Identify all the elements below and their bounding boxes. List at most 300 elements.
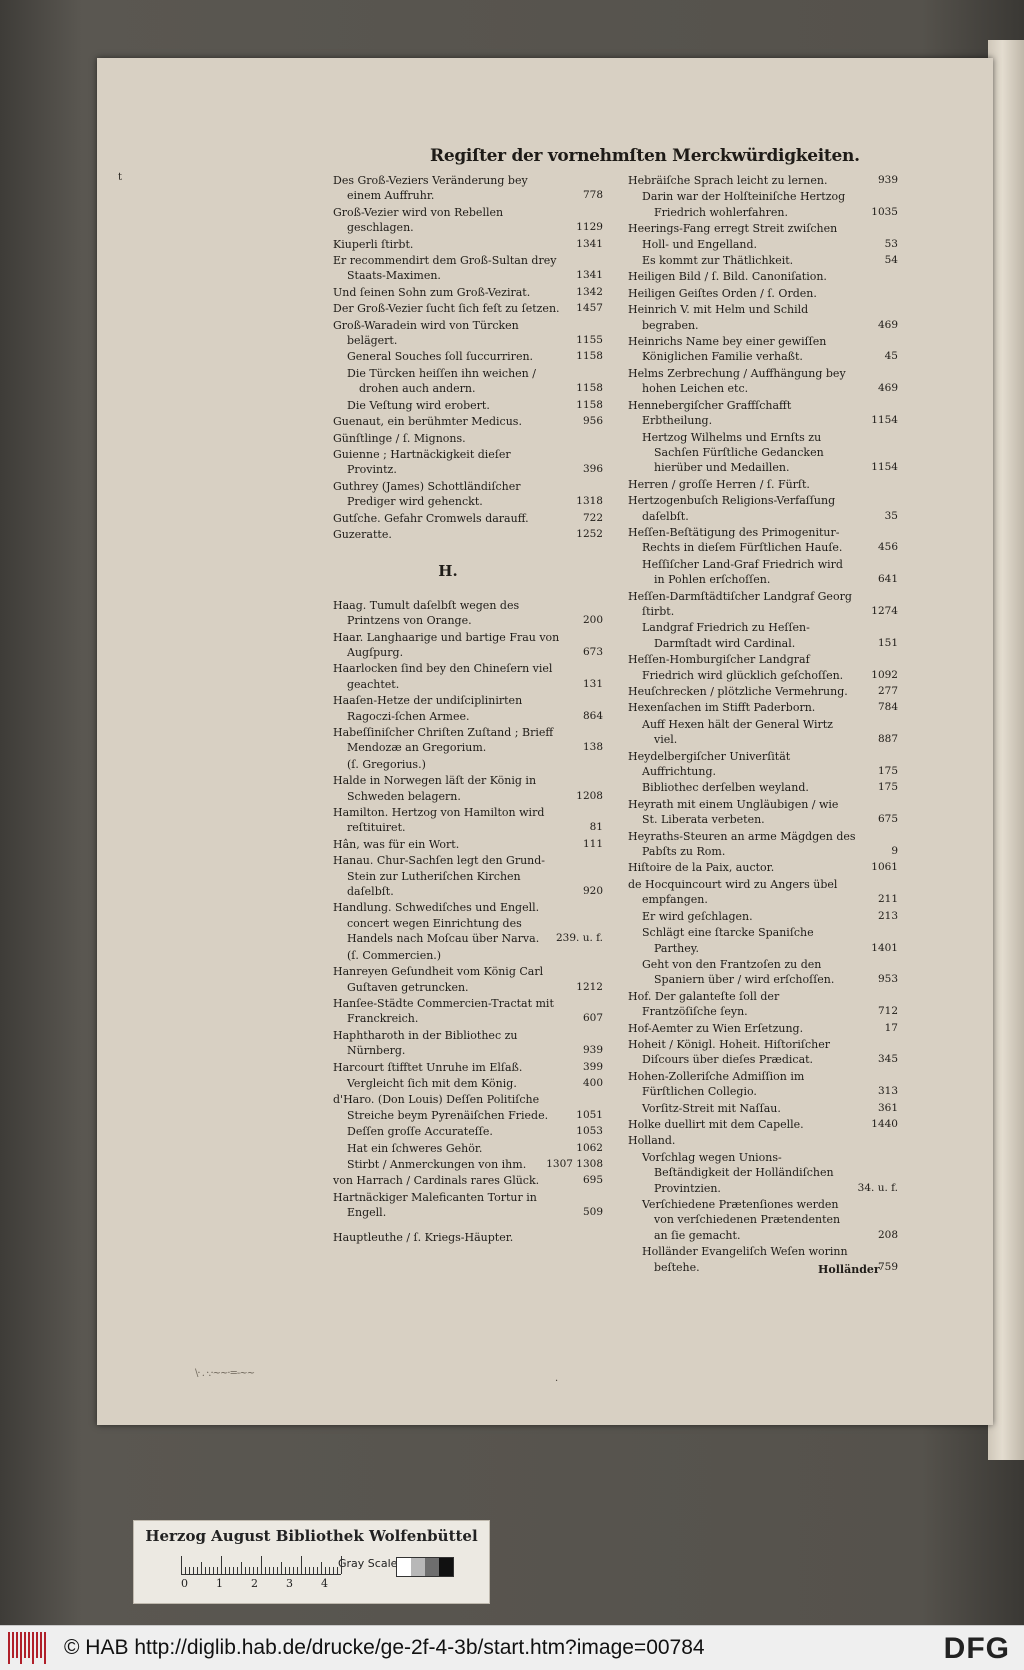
index-entry-page: 81 — [589, 821, 603, 834]
ruler-tick — [317, 1567, 318, 1574]
index-entry-page: 784 — [877, 701, 898, 714]
index-entry-page: 400 — [582, 1076, 603, 1089]
index-entry — [628, 780, 898, 795]
index-entry-page: 399 — [582, 1060, 603, 1073]
index-entry-text: Heſſiſcher Land-Graf Friedrich wird in Pohlen erſchoſſen. — [642, 557, 843, 587]
index-entry-page: 1154 — [871, 414, 898, 427]
index-entry-text: Günſtlinge / ſ. Mignons. — [333, 431, 466, 445]
index-entry-text: Herren / groſſe Herren / ſ. Fürſt. — [628, 477, 810, 491]
index-entry-text: Halde in Norwegen läſt der König in Schweden belagern. — [333, 774, 537, 803]
barcode-bar — [12, 1632, 14, 1658]
index-entry-page: 361 — [877, 1101, 898, 1114]
ruler-tick — [245, 1567, 246, 1574]
index-entry-text: Hof-Aemter zu Wien Erſetzung. — [628, 1021, 804, 1035]
ruler-tick — [189, 1567, 190, 1574]
index-entry — [333, 1092, 603, 1123]
gray-scale-label: Gray Scale — [338, 1557, 398, 1570]
index-entry-page: 1440 — [871, 1117, 898, 1130]
index-entry — [628, 1021, 898, 1036]
entry-gap — [333, 1222, 603, 1230]
ruler-tick — [273, 1567, 274, 1574]
index-entry — [333, 996, 603, 1027]
index-entry — [628, 717, 898, 748]
index-entry-text: Deſſen groſſe Accurateſſe. — [347, 1125, 493, 1139]
index-entry-page: 1051 — [576, 1108, 603, 1121]
ruler-tick — [225, 1567, 226, 1574]
index-entry — [628, 1197, 898, 1243]
index-entry-page: 111 — [582, 837, 603, 850]
index-entry-page: 35 — [884, 509, 898, 522]
index-entry — [333, 598, 603, 629]
index-entry-page: 208 — [877, 1228, 898, 1241]
index-entry — [628, 797, 898, 828]
index-entry-text: Hof. Der galanteſte ſoll der Frantzöſiſche ſeyn. — [628, 989, 780, 1019]
index-entry-page: 17 — [884, 1021, 898, 1034]
index-entry-page: 151 — [877, 636, 898, 649]
index-entry-page: 1274 — [871, 604, 898, 617]
ruler-tick — [197, 1567, 198, 1574]
index-entry-text: Heinrich V. mit Helm und Schild begraben. — [628, 303, 809, 332]
index-entry-page: 1212 — [576, 980, 603, 993]
index-entry-text: (ſ. Commercien.) — [347, 948, 442, 962]
index-entry — [333, 725, 603, 756]
index-entry — [333, 757, 603, 772]
ruler-tick — [249, 1567, 250, 1574]
index-entry — [333, 630, 603, 661]
index-entry — [628, 173, 898, 188]
index-entry-page: 607 — [582, 1012, 603, 1025]
index-entry-page: 920 — [582, 885, 603, 898]
ruler-tick — [181, 1556, 182, 1574]
index-entry-page: 1342 — [576, 285, 603, 298]
index-entry-text: Guthrey (James) Schottländiſcher Prediger wird gehenckt. — [333, 479, 521, 509]
index-entry — [333, 805, 603, 836]
index-entry-page: 456 — [877, 541, 898, 554]
index-entry — [333, 301, 603, 316]
index-entry-text: d'Haro. (Don Louis) Deſſen Politiſche Streiche beym Pyrenäiſchen Friede. — [333, 1093, 549, 1122]
index-entry — [628, 189, 898, 220]
index-entry — [333, 1060, 603, 1075]
index-entry-page: 1155 — [576, 334, 603, 347]
index-entry-page: 953 — [877, 973, 898, 986]
index-entry-text: Heſſen-Homburgiſcher Landgraf Friedrich wird glücklich geſchoſſen. — [628, 653, 844, 682]
index-entry — [628, 589, 898, 620]
index-entry — [628, 749, 898, 780]
index-entry-page: 469 — [877, 318, 898, 331]
index-entry-page: 131 — [582, 677, 603, 690]
index-entry — [333, 349, 603, 364]
index-entry-page: 1457 — [576, 302, 603, 315]
index-entry-text: Hanſee-Städte Commercien-Tractat mit Franckreich. — [333, 996, 554, 1026]
ruler-tick — [221, 1556, 222, 1574]
index-entry — [333, 205, 603, 236]
index-entry — [628, 989, 898, 1020]
index-entry-text: Hertzog Wilhelms und Ernſts zu Sachſen Fürſtliche Gedancken hierüber und Medaillen. — [642, 430, 824, 475]
index-entry-page: 712 — [877, 1005, 898, 1018]
index-entry-page: 1307 1308 — [546, 1157, 603, 1170]
index-entry-text: Hanau. Chur-Sachſen legt den Grund-Stein zur Lutheriſchen Kirchen daſelbſt. — [333, 854, 546, 899]
index-entry-text: Auff Hexen hält der General Wirtz viel. — [642, 717, 833, 747]
index-entry — [628, 557, 898, 588]
ruler-tick — [265, 1567, 266, 1574]
index-entry-page: 1318 — [576, 495, 603, 508]
index-entry-page: 1252 — [576, 527, 603, 540]
index-entry-text: Holländer Evangeliſch Weſen worinn beſtehe. — [642, 1245, 848, 1274]
page-header: Regiſter der vornehmſten Merckwürdigkeiten. — [430, 146, 860, 166]
index-entry-text: Es kommt zur Thätlichkeit. — [642, 254, 794, 268]
index-entry — [628, 525, 898, 556]
ruler-tick — [205, 1567, 206, 1574]
index-entry-page: 939 — [877, 174, 898, 186]
ruler-number: 4 — [321, 1577, 328, 1590]
gray-scale-swatch — [396, 1557, 454, 1577]
index-entry-page: 1158 — [576, 382, 603, 395]
index-entry-text: Heuſchrecken / plötzliche Vermehrung. — [628, 685, 848, 698]
footer-bar — [0, 1625, 1024, 1670]
index-entry — [333, 511, 603, 526]
index-entry-text: Schlägt eine ſtarcke Spaniſche Parthey. — [642, 926, 814, 955]
index-entry — [628, 493, 898, 524]
index-entry-text: Hertzogenbuſch Religions-Verfaſſung daſelbſt. — [628, 494, 836, 523]
facing-page-edge — [988, 40, 1024, 1460]
index-entry-page: 695 — [582, 1174, 603, 1187]
index-entry-text: Heydelbergiſcher Univerſität Auffrichtung. — [628, 749, 791, 779]
index-entry-text: Heinrichs Name bey einer gewiſſen Königlichen Familie verhaßt. — [628, 335, 827, 364]
index-entry-page: 175 — [877, 781, 898, 794]
index-entry-page: 887 — [877, 733, 898, 746]
barcode-bar — [40, 1632, 42, 1658]
index-entry-text: Hân, was für ein Wort. — [333, 837, 460, 851]
index-entry — [333, 318, 603, 349]
index-entry-text: Harcourt ſtifftet Unruhe im Elſaß. — [333, 1060, 523, 1074]
index-entry-page: 469 — [877, 382, 898, 395]
ruler-scale — [181, 1554, 341, 1575]
index-entry — [333, 837, 603, 852]
index-entry — [628, 302, 898, 333]
ruler-number: 2 — [251, 1577, 258, 1590]
index-entry-text: Hanreyen Geſundheit vom König Carl Guſtaven getruncken. — [333, 965, 544, 994]
ruler-tick — [313, 1567, 314, 1574]
index-entry-page: 239. u. f. — [555, 932, 603, 945]
index-entry-page: 939 — [582, 1044, 603, 1057]
index-entry — [628, 398, 898, 429]
index-entry — [628, 221, 898, 252]
index-entry-text: Darin war der Holſteiniſche Hertzog Friedrich wohlerfahren. — [642, 190, 846, 219]
ruler-tick — [321, 1562, 322, 1574]
index-entry-page: 211 — [877, 893, 898, 906]
index-entry — [333, 398, 603, 413]
ruler-tick — [233, 1567, 234, 1574]
index-entry-text: Hiſtoire de la Paix, auctor. — [628, 861, 775, 875]
index-entry — [628, 700, 898, 715]
index-entry-page: 722 — [582, 511, 603, 524]
index-entry-page: 1061 — [871, 861, 898, 874]
index-entry-page: 1401 — [871, 941, 898, 954]
index-entry — [333, 1124, 603, 1139]
index-entry-text: Bibliothec derſelben weyland. — [642, 781, 809, 795]
index-entry-text: Er wird geſchlagen. — [642, 909, 753, 923]
index-entry-text: (ſ. Gregorius.) — [347, 757, 426, 771]
index-entry-text: Haar. Langhaarige und bartige Frau von Augſpurg. — [333, 630, 560, 659]
index-entry-text: Heyrath mit einem Ungläubigen / wie St. Liberata verbeten. — [628, 797, 839, 827]
ruler-number: 1 — [216, 1577, 223, 1590]
index-entry — [628, 430, 898, 476]
index-entry-text: General Souches ſoll ſuccurriren. — [347, 350, 534, 364]
index-entry-text: Helms Zerbrechung / Auffhängung bey hohen Leichen etc. — [628, 366, 846, 396]
footer-copyright-link[interactable]: © HAB http://diglib.hab.de/drucke/ge-2f-4-3b/start.htm?image=00784 — [64, 1636, 705, 1659]
ruler-tick — [333, 1567, 334, 1574]
index-entry-page: 759 — [877, 1260, 898, 1273]
color-ruler-card — [133, 1520, 490, 1604]
ruler-title: Herzog August Bibliothek Wolfenbüttel — [145, 1527, 478, 1545]
gray-swatch-cell — [397, 1558, 411, 1576]
index-entry — [333, 773, 603, 804]
index-entry-text: Guenaut, ein berühmter Medicus. — [333, 415, 522, 429]
ruler-tick — [213, 1567, 214, 1574]
index-entry-page: 1208 — [576, 789, 603, 802]
index-entry-page: 1092 — [871, 668, 898, 681]
hab-barcode-icon — [8, 1632, 50, 1664]
index-entry — [333, 853, 603, 899]
ruler-tick — [193, 1567, 194, 1574]
index-entry — [628, 1133, 898, 1148]
index-entry-page: 345 — [877, 1053, 898, 1066]
index-entry — [333, 1157, 603, 1172]
index-entry-text: Stirbt / Anmerckungen von ihm. — [347, 1157, 527, 1171]
index-entry — [628, 366, 898, 397]
index-entry-page: 1158 — [576, 398, 603, 411]
index-entry-text: Landgraf Friedrich zu Heſſen-Darmſtadt wird Cardinal. — [642, 621, 810, 650]
gray-swatch-cell — [439, 1558, 453, 1576]
ruler-tick — [329, 1567, 330, 1574]
index-entry-page: 1154 — [871, 461, 898, 474]
index-entry-text: Vergleicht ſich mit dem König. — [347, 1076, 517, 1090]
index-entry-text: Die Türcken heiſſen ihn weichen / drohen auch andern. — [347, 366, 536, 396]
ruler-tick — [301, 1556, 302, 1574]
index-entry-text: Heyraths-Steuren an arme Mägdgen des Pabſts zu Rom. — [628, 829, 856, 859]
index-entry — [628, 829, 898, 860]
index-entry-text: Groß-Vezier wird von Rebellen geschlagen. — [333, 205, 504, 235]
page-smudge: \· . ·.·~~·=-~~ — [195, 1368, 255, 1379]
barcode-bar — [8, 1632, 10, 1664]
barcode-bar — [16, 1632, 18, 1658]
index-entry-text: Und ſeinen Sohn zum Groß-Vezirat. — [333, 285, 531, 299]
index-entry — [333, 173, 603, 204]
ruler-tick — [229, 1567, 230, 1574]
index-entry-text: Haarlocken ſind bey den Chineſern viel geachtet. — [333, 662, 553, 691]
index-entry-text: Vorſitz-Streit mit Naſſau. — [642, 1101, 781, 1115]
margin-mark: t — [118, 172, 123, 183]
index-entry — [628, 477, 898, 492]
index-entry-text: de Hocquincourt wird zu Angers übel empfangen. — [628, 877, 838, 907]
index-entry-text: Haphtharoth in der Bibliothec zu Nürnberg. — [333, 1028, 518, 1058]
index-entry-text: Holke duellirt mit dem Capelle. — [628, 1117, 804, 1131]
index-entry-page: 1062 — [576, 1141, 603, 1154]
index-entry-page: 313 — [877, 1085, 898, 1098]
index-entry — [333, 1076, 603, 1091]
index-entry-page: 9 — [891, 845, 898, 858]
index-entry-page: 673 — [582, 645, 603, 658]
ruler-number: 0 — [181, 1577, 188, 1590]
index-entry-text: Guzeratte. — [333, 527, 392, 541]
ruler-tick — [253, 1567, 254, 1574]
ruler-tick — [261, 1556, 262, 1574]
index-entry — [628, 1117, 898, 1132]
ruler-tick — [269, 1567, 270, 1574]
index-entry-page: 864 — [582, 709, 603, 722]
index-entry-page: 956 — [582, 415, 603, 428]
index-column-left — [333, 173, 603, 1246]
index-entry — [628, 957, 898, 988]
index-entry-text: Hennebergiſcher Graffſchafft Erbtheilung. — [628, 398, 792, 428]
index-entry — [333, 964, 603, 995]
index-entry — [333, 1173, 603, 1188]
page-dot: · — [555, 1376, 559, 1387]
index-entry — [333, 1190, 603, 1221]
index-entry-page: 34. u. f. — [857, 1181, 898, 1194]
index-entry — [333, 237, 603, 252]
ruler-tick — [325, 1567, 326, 1574]
ruler-tick — [201, 1562, 202, 1574]
index-entry-text: Haaſen-Hetze der undiſciplinirten Ragoczi-ſchen Armee. — [333, 694, 523, 723]
index-entry — [628, 253, 898, 268]
ruler-tick — [297, 1567, 298, 1574]
index-entry — [333, 366, 603, 397]
index-entry-page: 53 — [884, 237, 898, 250]
index-entry-text: Kiuperli ſtirbt. — [333, 237, 414, 251]
index-entry-text: Hat ein ſchweres Gehör. — [347, 1141, 483, 1155]
index-entry-text: Die Veſtung wird erobert. — [347, 398, 490, 412]
index-entry-page: 200 — [582, 614, 603, 627]
index-entry-text: Handlung. Schwediſches und Engell. concert wegen Einrichtung des Handels nach Moſcau über Narva. — [333, 901, 540, 946]
index-entry-page: 138 — [582, 741, 603, 754]
dfg-logo: DFG — [943, 1632, 1010, 1665]
index-entry — [628, 925, 898, 956]
index-entry-text: Hamilton. Hertzog von Hamilton wird reſtituiret. — [333, 806, 545, 835]
index-entry — [628, 286, 898, 301]
catchword: Holländer — [818, 1263, 880, 1276]
index-entry-page: 509 — [582, 1206, 603, 1219]
index-entry-text: Hebräiſche Sprach leicht zu lernen. — [628, 174, 828, 187]
index-entry-page: 277 — [877, 685, 898, 697]
index-entry-text: Verſchiedene Prætenſiones werden von verſchiedenen Prætendenten an ſie gemacht. — [642, 1198, 841, 1242]
index-entry — [333, 661, 603, 692]
ruler-number: 3 — [286, 1577, 293, 1590]
index-entry-text: Guienne ; Hartnäckigkeit dieſer Provintz. — [333, 447, 511, 477]
index-entry — [628, 1037, 898, 1068]
ruler-tick — [305, 1567, 306, 1574]
index-entry — [333, 479, 603, 510]
index-entry — [628, 860, 898, 875]
index-entry-page: 1341 — [576, 237, 603, 250]
index-entry — [628, 334, 898, 365]
index-entry — [333, 1141, 603, 1156]
index-entry-text: von Harrach / Cardinals rares Glück. — [333, 1174, 540, 1188]
index-entry-text: Holland. — [628, 1134, 676, 1148]
barcode-bar — [36, 1632, 38, 1658]
index-entry — [333, 447, 603, 478]
index-entry — [333, 900, 603, 946]
index-entry-text: Heerings-Fang erregt Streit zwiſchen Holl- und Engelland. — [628, 222, 838, 251]
barcode-bar — [28, 1632, 30, 1658]
index-entry-text: Er recommendirt dem Groß-Sultan drey Staats-Maximen. — [333, 254, 557, 283]
section-letter: H. — [438, 562, 458, 581]
index-entry — [628, 620, 898, 651]
index-entry-page: 213 — [877, 909, 898, 922]
index-entry-page: 778 — [582, 189, 603, 202]
index-entry-text: Heſſen-Beſtätigung des Primogenitur-Rechts in dieſem Fürſtlichen Hauſe. — [628, 525, 843, 555]
index-entry-text: Vorſchlag wegen Unions-Beſtändigkeit der Holländiſchen Provintzien. — [642, 1150, 834, 1195]
index-entry-page: 1053 — [576, 1125, 603, 1138]
index-entry-page: 1158 — [576, 350, 603, 363]
index-entry — [628, 1069, 898, 1100]
index-entry-text: Haag. Tumult daſelbſt wegen des Printzens von Orange. — [333, 598, 520, 628]
index-entry-text: Hexenſachen im Stifft Paderborn. — [628, 701, 816, 715]
index-entry-page: 175 — [877, 765, 898, 778]
gray-swatch-cell — [425, 1558, 439, 1576]
barcode-bar — [44, 1632, 46, 1664]
index-entry-page: 1129 — [576, 221, 603, 234]
barcode-bar — [20, 1632, 22, 1664]
ruler-tick — [277, 1567, 278, 1574]
index-entry — [333, 693, 603, 724]
index-entry — [628, 652, 898, 683]
index-entry — [628, 684, 898, 699]
index-entry — [628, 1150, 898, 1196]
index-entry — [333, 1230, 603, 1245]
index-entry — [333, 527, 603, 542]
index-entry-text: Heiligen Bild / ſ. Bild. Canoniſation. — [628, 270, 827, 284]
ruler-tick — [285, 1567, 286, 1574]
ruler-tick — [289, 1567, 290, 1574]
barcode-bar — [24, 1632, 26, 1658]
index-entry-text: Des Groß-Veziers Veränderung bey einem Auffruhr. — [333, 174, 528, 203]
index-entry-text: Groß-Waradein wird von Türcken belägert. — [333, 318, 519, 348]
index-entry — [333, 948, 603, 963]
index-entry-text: Der Groß-Vezier ſucht ſich feſt zu ſetzen. — [333, 302, 560, 316]
index-entry-page: 641 — [877, 573, 898, 586]
index-entry — [333, 431, 603, 446]
index-entry-text: Geht von den Frantzoſen zu den Spaniern über / wird erſchoſſen. — [642, 957, 835, 987]
index-entry-text: Hauptleuthe / ſ. Kriegs-Häupter. — [333, 1230, 514, 1244]
ruler-tick — [209, 1567, 210, 1574]
index-entry — [333, 285, 603, 300]
index-entry — [628, 909, 898, 924]
ruler-tick — [241, 1562, 242, 1574]
index-entry-page: 54 — [884, 254, 898, 267]
index-entry — [333, 414, 603, 429]
index-entry-page: 396 — [582, 463, 603, 476]
ruler-tick — [237, 1567, 238, 1574]
index-entry-text: Hoheit / Königl. Hoheit. Hiſtoriſcher Diſcours über dieſes Prædicat. — [628, 1037, 830, 1067]
index-entry — [333, 253, 603, 284]
ruler-tick — [281, 1562, 282, 1574]
index-entry-text: Hartnäckiger Maleficanten Tortur in Engell. — [333, 1190, 537, 1220]
index-column-right — [628, 173, 898, 1276]
index-entry-text: Heſſen-Darmſtädtiſcher Landgraf Georg ſtirbt. — [628, 589, 852, 618]
ruler-tick — [293, 1567, 294, 1574]
index-entry-page: 1035 — [871, 205, 898, 218]
ruler-tick — [185, 1567, 186, 1574]
index-entry-text: Hohen-Zolleriſche Admiſſion im Fürſtlichen Collegio. — [628, 1069, 805, 1099]
index-entry-page: 675 — [877, 813, 898, 826]
index-entry-text: Heiligen Geiſtes Orden / ſ. Orden. — [628, 286, 817, 300]
index-entry-text: Gutſche. Gefahr Cromwels darauff. — [333, 511, 529, 525]
gray-swatch-cell — [411, 1558, 425, 1576]
index-entry-text: Habeſſiniſcher Chriſten Zuſtand ; Brieff Mendozæ an Gregorium. — [333, 726, 554, 755]
ruler-tick — [217, 1567, 218, 1574]
index-entry — [628, 269, 898, 284]
